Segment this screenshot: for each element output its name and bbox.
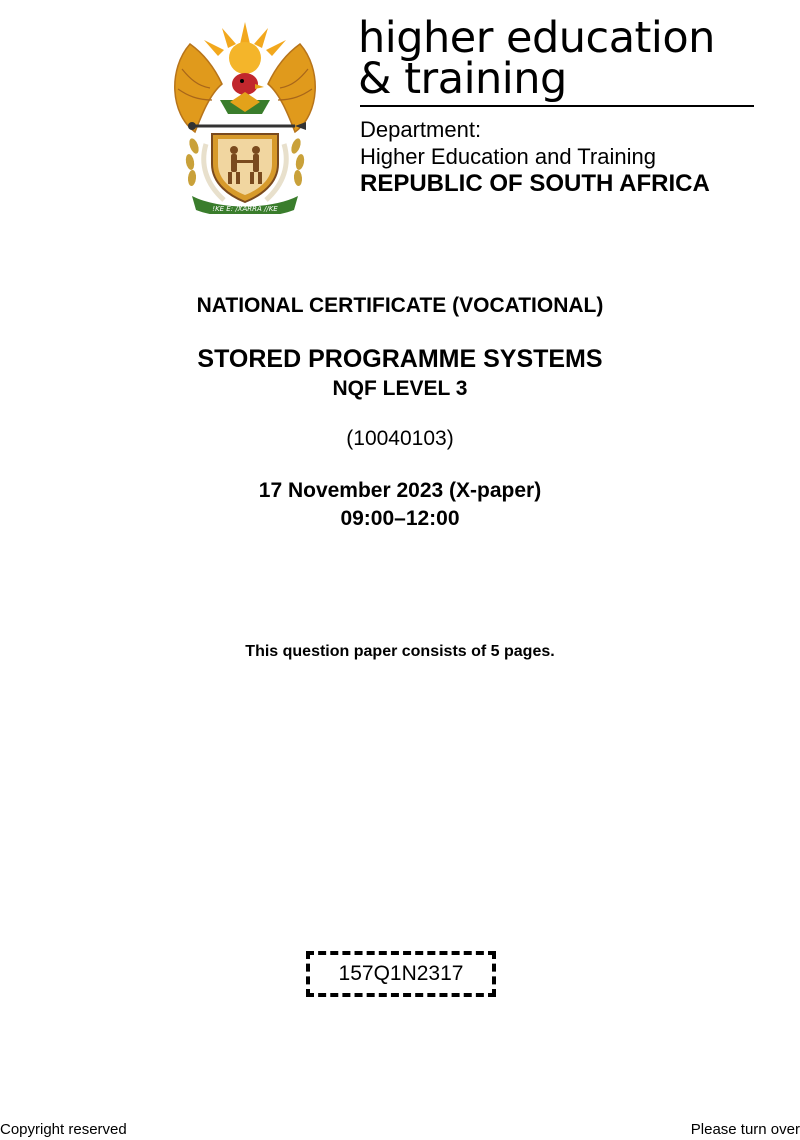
footer-copyright: Copyright reserved (0, 1121, 127, 1138)
department-name: Higher Education and Training (360, 144, 656, 169)
exam-date: 17 November 2023 (X-paper) (258, 479, 542, 502)
coat-of-arms-motto: !KE E: /XARRA //KE (212, 205, 278, 213)
brand-divider (360, 105, 754, 107)
brand-name-line1: higher education (358, 13, 715, 63)
exam-time: 09:00–12:00 (340, 507, 460, 530)
coat-of-arms-icon (160, 14, 330, 214)
qualification-title: NATIONAL CERTIFICATE (VOCATIONAL) (196, 294, 604, 317)
subject-code: (10040103) (346, 427, 454, 450)
footer-turn-over: Please turn over (690, 1121, 800, 1138)
brand-name-line2: & training (358, 54, 567, 104)
department-label: Department: (360, 117, 482, 142)
subject-title: STORED PROGRAMME SYSTEMS (197, 345, 603, 373)
nqf-level: NQF LEVEL 3 (332, 377, 468, 400)
paper-code: 157Q1N2317 (338, 962, 464, 985)
page-count-note: This question paper consists of 5 pages. (245, 643, 555, 660)
department-country: REPUBLIC OF SOUTH AFRICA (360, 170, 710, 197)
paper-code-box (306, 951, 496, 997)
